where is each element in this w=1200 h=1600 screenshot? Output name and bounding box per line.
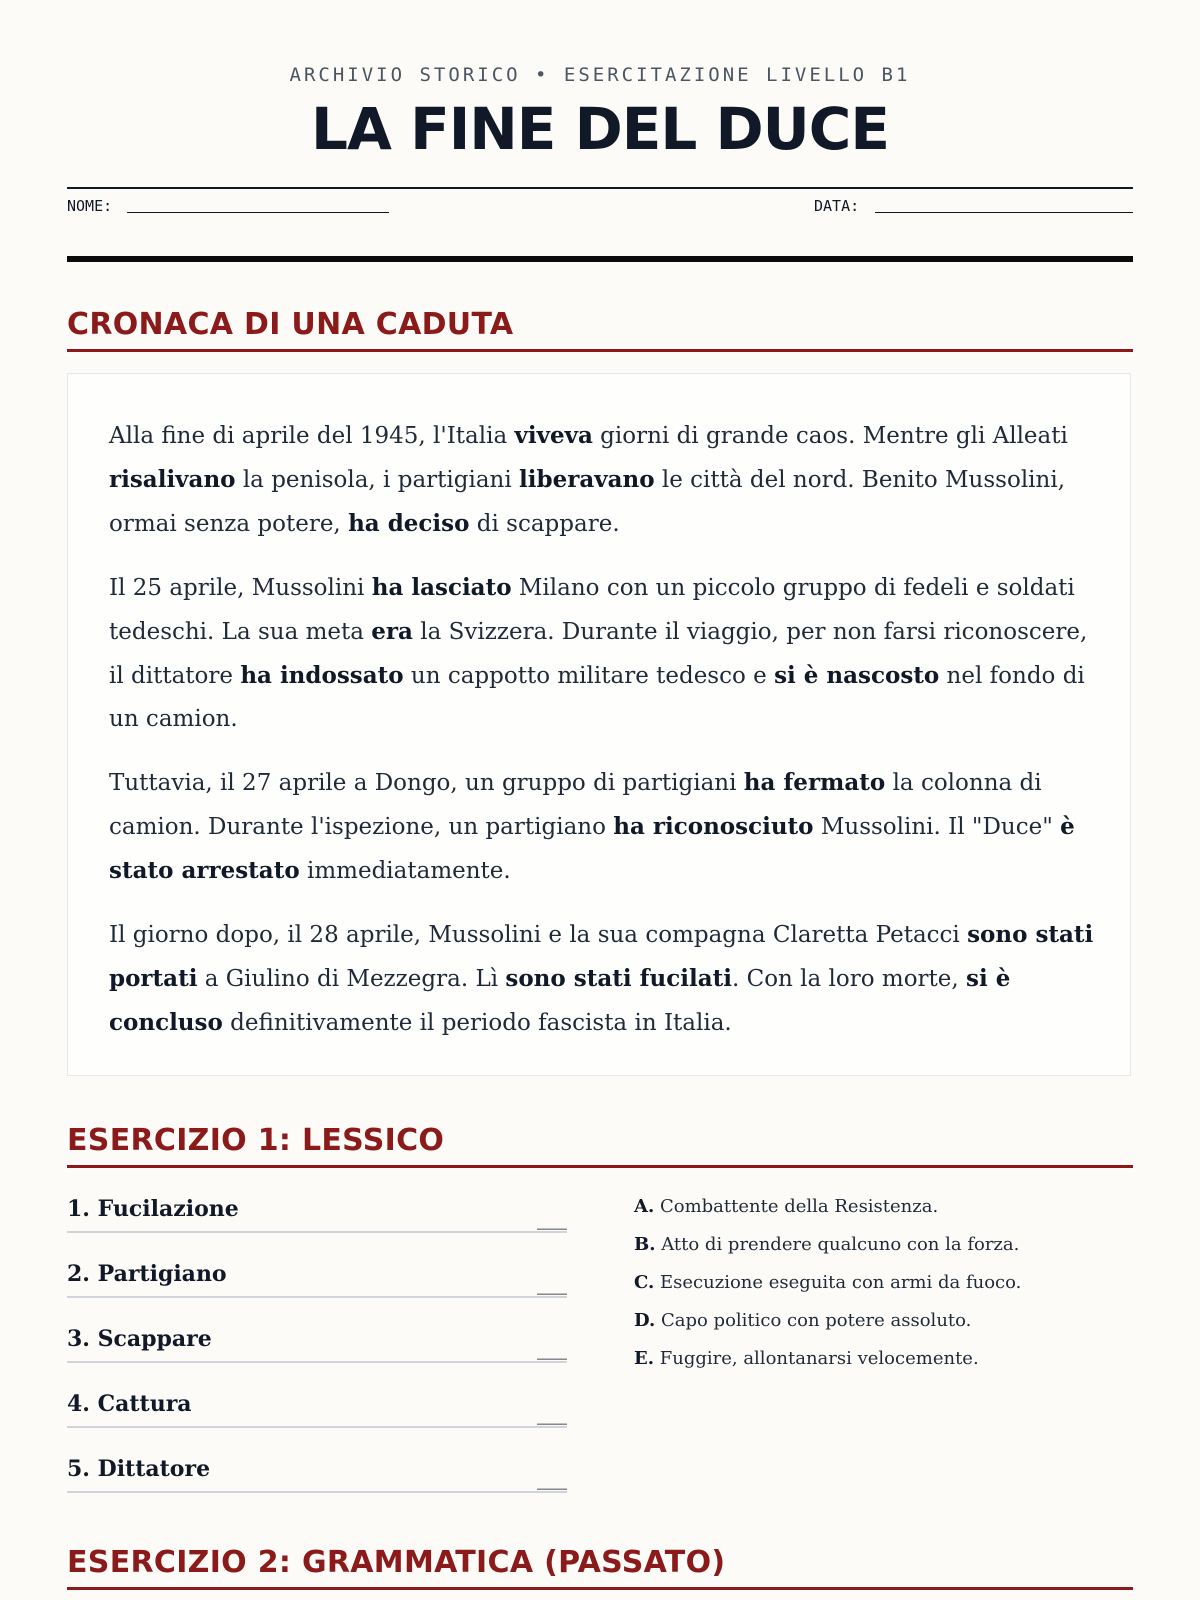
definition-item [634,1264,1133,1302]
highlighted-verb: viveva [514,422,593,449]
paragraph-text: Milano con un piccolo gruppo di fedeli e soldati tedeschi. La sua meta [109,575,1075,645]
highlighted-verb: sono stati portati [109,921,1094,992]
vocab-row [67,1300,567,1363]
vocab-term: 1. Fucilazione [67,1196,239,1222]
paragraph-text: Alla fine di aprile del 1945, l'Italia [109,423,515,449]
page-title: LA FINE DEL DUCE [311,95,889,163]
paragraph-text: nel fondo di un camion. [109,663,1085,732]
paragraph-text: la penisola, i partigiani [235,467,520,493]
reading-box [67,373,1131,1076]
paragraph-text: un cappotto militare tedesco e [403,663,775,689]
definition-text: Capo politico con potere assoluto. [660,1310,972,1331]
date-field[interactable] [875,212,1133,213]
answer-blank[interactable]: ___ [537,1206,567,1230]
paragraph-text: le città del nord. Benito Mussolini, ormai senza potere, [109,467,1066,537]
definition-letter: A. [634,1196,655,1217]
highlighted-verb: sono stati fucilati [505,965,732,992]
definition-letter: C. [634,1272,655,1293]
date-label: DATA: [814,197,860,215]
highlighted-verb: era [371,618,413,645]
highlighted-verb: ha deciso [348,510,470,537]
answer-blank[interactable]: ___ [537,1401,567,1425]
worksheet-kicker: ARCHIVIO STORICO • ESERCITAZIONE LIVELLO B1 [289,64,911,86]
exercise1-heading-rule [67,1165,1133,1168]
header-divider [67,187,1133,189]
paragraph-text: immediatamente. [299,858,511,884]
vocab-row [67,1235,567,1298]
answer-blank[interactable]: ___ [537,1466,567,1490]
paragraph-text: definitivamente il periodo fascista in Italia. [222,1010,732,1036]
reading-text [109,414,1099,1065]
highlighted-verb: liberavano [519,466,655,493]
highlighted-verb: ha indossato [240,662,404,689]
definition-letter: B. [634,1234,656,1255]
definitions-list [634,1188,1133,1378]
header-thick-divider [67,256,1133,262]
highlighted-verb: è stato arrestato [109,813,1075,884]
vocab-term: 4. Cattura [67,1391,192,1417]
paragraph-text: la Svizzera. Durante il viaggio, per non farsi riconoscere, il dittatore [109,619,1088,689]
highlighted-verb: si è nascosto [774,662,940,689]
paragraph-text: Il giorno dopo, il 28 aprile, Mussolini e la sua compagna Claretta Petacci [109,922,968,948]
vocab-term: 2. Partigiano [67,1261,227,1287]
reading-heading-rule [67,349,1133,352]
vocab-term: 5. Dittatore [67,1456,211,1482]
paragraph-text: di scappare. [469,511,620,537]
definition-item [634,1302,1133,1340]
name-label: NOME: [67,197,113,215]
paragraph-text: giorni di grande caos. Mentre gli Alleati [592,423,1068,449]
reading-paragraph [109,566,1099,741]
paragraph-text: Mussolini. Il "Duce" [813,814,1061,840]
highlighted-verb: ha riconosciuto [613,813,814,840]
name-field[interactable] [127,212,389,213]
vocab-row [67,1170,567,1233]
vocab-list [67,1170,567,1495]
definition-text: Atto di prendere qualcuno con la forza. [661,1234,1020,1255]
highlighted-verb: ha fermato [743,769,886,796]
answer-blank[interactable]: ___ [537,1336,567,1360]
paragraph-text: la colonna di camion. Durante l'ispezione, un partigiano [109,770,1042,840]
definition-letter: E. [634,1348,654,1369]
paragraph-text: Tuttavia, il 27 aprile a Dongo, un gruppo di partigiani [109,770,744,796]
definition-letter: D. [634,1310,656,1331]
highlighted-verb: risalivano [109,466,236,493]
definition-text: Fuggire, allontanarsi velocemente. [659,1348,979,1369]
vocab-term: 3. Scappare [67,1326,212,1352]
reading-heading: CRONACA DI UNA CADUTA [67,307,514,342]
vocab-row [67,1365,567,1428]
reading-paragraph [109,761,1099,893]
reading-paragraph [109,913,1099,1045]
paragraph-text: a Giulino di Mezzegra. Lì [197,966,506,992]
definition-item [634,1340,1133,1378]
definition-text: Combattente della Resistenza. [659,1196,939,1217]
highlighted-verb: si è concluso [109,965,1011,1036]
highlighted-verb: ha lasciato [371,574,512,601]
paragraph-text: Il 25 aprile, Mussolini [109,575,372,601]
exercise2-heading: ESERCIZIO 2: GRAMMATICA (PASSATO) [67,1545,726,1580]
worksheet-page [67,0,1133,1600]
exercise2-heading-rule [67,1587,1133,1590]
vocab-row [67,1430,567,1493]
reading-paragraph [109,414,1099,546]
paragraph-text: . Con la loro morte, [731,966,967,992]
definition-item [634,1226,1133,1264]
exercise1-heading: ESERCIZIO 1: LESSICO [67,1123,445,1158]
answer-blank[interactable]: ___ [537,1271,567,1295]
definition-text: Esecuzione eseguita con armi da fuoco. [660,1272,1022,1293]
definition-item [634,1188,1133,1226]
